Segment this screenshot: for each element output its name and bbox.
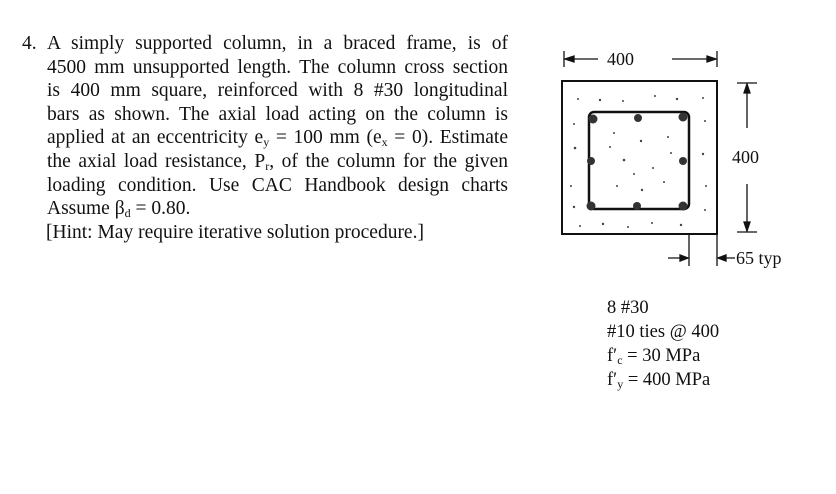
cover-dimension <box>668 234 735 266</box>
rebar-corner-br <box>679 202 688 211</box>
specification-list <box>607 296 719 392</box>
rebar-mid-bottom <box>633 202 641 210</box>
rebar-corner-tl <box>589 115 598 124</box>
spec-bars: 8 #30 <box>607 298 649 318</box>
width-label: 400 <box>607 49 634 69</box>
problem-line-6: the axial load resistance, $P_r$, of the column for the given <box>47 150 508 173</box>
problem-line-2: 4500 mm unsupported length. The column cross section <box>47 56 508 78</box>
problem-line-8: Assume $\beta_d = 0.80$. <box>47 198 191 221</box>
tie-outline <box>589 112 689 209</box>
rebar-corner-bl <box>587 202 596 211</box>
cover-label: 65 typ <box>736 248 782 268</box>
rebar-mid-left <box>587 157 595 165</box>
spec-fc: $f'_c = 30$ MPa <box>607 346 701 367</box>
problem-number: 4. <box>22 33 37 54</box>
problem-line-5: applied at an eccentricity $e_y = 100$ mm $(e_x = 0)$. Estimate <box>47 127 509 150</box>
problem-line-3: is 400 mm square, reinforced with 8 #30 longitudinal <box>47 80 508 102</box>
spec-ties: #10 ties @ 400 <box>607 322 720 342</box>
height-label: 400 <box>732 147 759 167</box>
spec-fy: $f'_y = 400$ MPa <box>607 370 711 391</box>
rebar-mid-top <box>634 114 642 122</box>
rebar-corner-tr <box>679 113 688 122</box>
problem-line-7: loading condition. Use CAC Handbook design charts <box>47 174 508 196</box>
hint-text: [Hint: May require iterative solution procedure.] <box>46 222 424 243</box>
problem-line-1: 4. A simply supported column, in a braced frame, is of <box>22 33 508 54</box>
problem-line-4: bars as shown. The axial load acting on the column is <box>47 103 508 125</box>
width-dimension <box>564 51 717 67</box>
rebar-group <box>587 113 688 211</box>
column-outline <box>562 81 717 234</box>
rebar-mid-right <box>679 157 687 165</box>
